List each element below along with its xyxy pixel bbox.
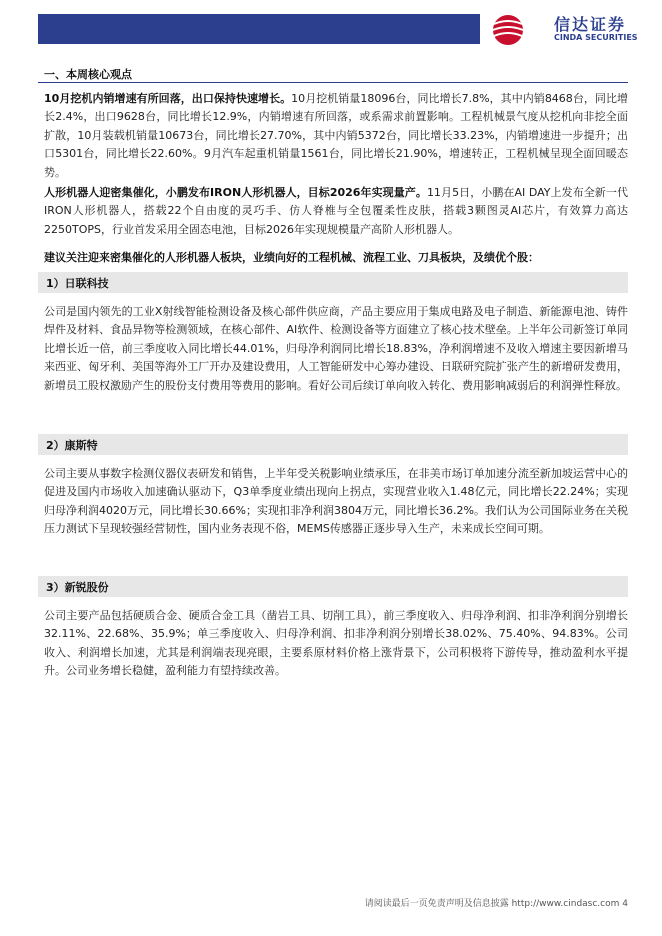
stock-description: 公司主要产品包括硬质合金、硬质合金工具（凿岩工具、切削工具），前三季度收入、归母净利润、扣非净利润分别增长32.11%、22.68%、35.9%；单三季度收入、归母净利润、扣非净利润分别增长38.02%、75.40%、94.83%。公司收入、利润增长加速，尤其是利润端表现亮眼，主要系原材料价格上涨背景下，公司积极将下游传导，推动盈利水平提升。公司业务增长稳健，盈利能力有望持续改善。 <box>44 609 628 678</box>
stock-heading-box <box>38 272 628 293</box>
stock-heading-box <box>38 576 628 597</box>
paragraph-lead: 10月挖机内销增速有所回落，出口保持快速增长。 <box>44 92 292 105</box>
stock-heading-box <box>38 434 628 455</box>
paragraph-body: 11月5日，小鹏在AI DAY上发布全新一代IRON人形机器人，搭载22个自由度的灵巧手、仿人脊椎与全包覆柔性皮肤，搭载3颗图灵AI芯片，有效算力高达2250TOPS，行业首发采用全固态电池，目标2026年实现规模量产高阶人形机器人。 <box>44 186 628 236</box>
section-divider <box>38 82 628 83</box>
footer-disclaimer: 请阅读最后一页免责声明及信息披露 http://www.cindasc.com <box>364 899 620 909</box>
section-title: 一、本周核心观点 <box>44 68 132 81</box>
stock-heading: 1）日联科技 <box>46 277 109 290</box>
stock-heading: 3）新锐股份 <box>46 581 109 594</box>
stock-description: 公司是国内领先的工业X射线智能检测设备及核心部件供应商，产品主要应用于集成电路及电子制造、新能源电池、铸件焊件及材料、食品异物等检测领域，在核心部件、AI软件、检测设备等方面建立了核心技术壁垒。上半年公司新签订单同比增长近一倍，前三季度收入同比增长44.01%，归母净利润同比增长18.83%，净利润增速不及收入增速主要因新增马来西亚、匈牙利、美国等海外工厂开办及建设费用，人工智能研发中心筹办建设、日联研究院扩张产生的新增研发费用，新增员工股权激励产生的股份支付费用等费用的影响。看好公司后续订单向收入转化、费用影响减弱后的利润弹性释放。 <box>44 305 628 392</box>
paragraph-recommendation <box>44 249 628 267</box>
logo-chinese-name: 信达证券 <box>554 15 627 34</box>
paragraph-excavator <box>44 90 628 182</box>
stock-description: 公司主要从事数字检测仪器仪表研发和销售，上半年受关税影响业绩承压，在非美市场订单加速分流至新加坡运营中心的促进及国内市场收入加速确认驱动下，Q3单季度业绩出现向上拐点，实现营业收入1.48亿元，同比增长22.24%；实现归母净利润4020万元，同比增长30.66%；实现扣非净利润3804万元，同比增长36.2%。我们认为公司国际业务在关税压力测试下呈现较强经营韧性，国内业务表现不俗，MEMS传感器正逐步导入生产，未来成长空间可期。 <box>44 467 628 536</box>
logo-english-name: CINDA SECURITIES <box>554 33 638 42</box>
page-footer <box>312 896 628 909</box>
paragraph-lead: 人形机器人迎密集催化，小鹏发布IRON人形机器人，目标2026年实现量产。 <box>44 186 427 199</box>
stock-heading: 2）康斯特 <box>46 439 98 452</box>
page-number: 4 <box>622 899 628 909</box>
paragraph-lead: 建议关注迎来密集催化的人形机器人板块，业绩向好的工程机械、流程工业、刀具板块，及绩优个股： <box>44 251 539 264</box>
paragraph-body: 10月挖机销量18096台，同比增长7.8%，其中内销8468台，同比增长2.4%，出口9628台，同比增长12.9%，内销增速有所回落，或系需求前置影响。工程机械景气度从挖机向非挖全面扩散，10月装载机销量10673台，同比增长27.70%，其中内销5372台，同比增长33.23%，内销增速进一步提升；出口5301台，同比增长22.60%。9月汽车起重机销量1561台，同比增长21.90%，增速转正，工程机械呈现全面回暖态势。 <box>44 92 628 179</box>
paragraph-humanoid-robot <box>44 184 628 239</box>
header-band <box>38 14 480 44</box>
